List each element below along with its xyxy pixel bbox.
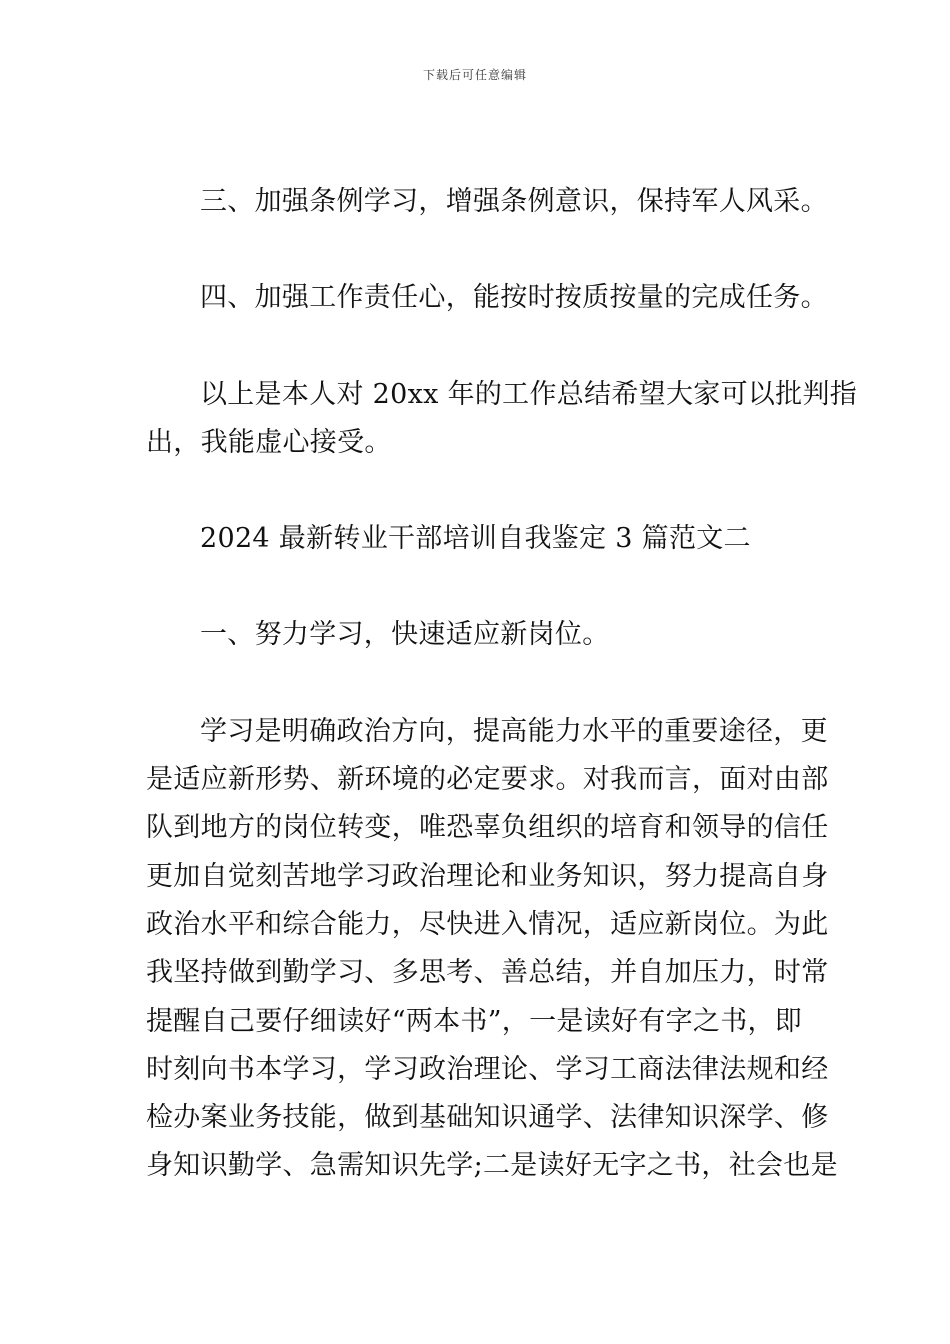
text-line: 学习是明确政治方向，提高能力水平的重要途径，更	[200, 715, 828, 747]
text-line: 时刻向书本学习，学习政治理论、学习工商法律法规和经	[146, 1053, 829, 1085]
text-line: 队到地方的岗位转变，唯恐辜负组织的培育和领导的信任	[146, 812, 829, 844]
text-line: 是适应新形势、新环境的必定要求。对我而言，面对由部	[146, 764, 829, 796]
text-line: 政治水平和综合能力，尽快进入情况，适应新岗位。为此	[146, 908, 829, 940]
text-line: 提醒自己要仔细读好“两本书”，一是读好有字之书，即	[146, 1005, 803, 1037]
section-title: 2024 最新转业干部培训自我鉴定 3 篇范文二	[200, 523, 751, 555]
paragraph-conclusion	[146, 371, 858, 468]
text-line: 出，我能虚心接受。	[146, 426, 392, 458]
paragraph-3: 三、加强条例学习，增强条例意识，保持军人风采。	[200, 186, 828, 217]
text-line: 更加自觉刻苦地学习政治理论和业务知识，努力提高自身	[146, 860, 829, 892]
text-line: 检办案业务技能，做到基础知识通学、法律知识深学、修	[146, 1102, 829, 1134]
text-line: 以上是本人对 20xx 年的工作总结希望大家可以批判指	[200, 378, 858, 410]
paragraph-4: 四、加强工作责任心，能按时按质按量的完成任务。	[200, 282, 828, 314]
document-body	[146, 178, 858, 1191]
text-line: 身知识勤学、急需知识先学;二是读好无字之书，社会也是	[146, 1150, 838, 1182]
section-heading: 一、努力学习，快速适应新岗位。	[200, 619, 610, 651]
paragraph-study	[146, 708, 838, 1191]
text-line: 我坚持做到勤学习、多思考、善总结，并自加压力，时常	[146, 957, 829, 989]
page-header: 下载后可任意编辑	[422, 68, 527, 82]
